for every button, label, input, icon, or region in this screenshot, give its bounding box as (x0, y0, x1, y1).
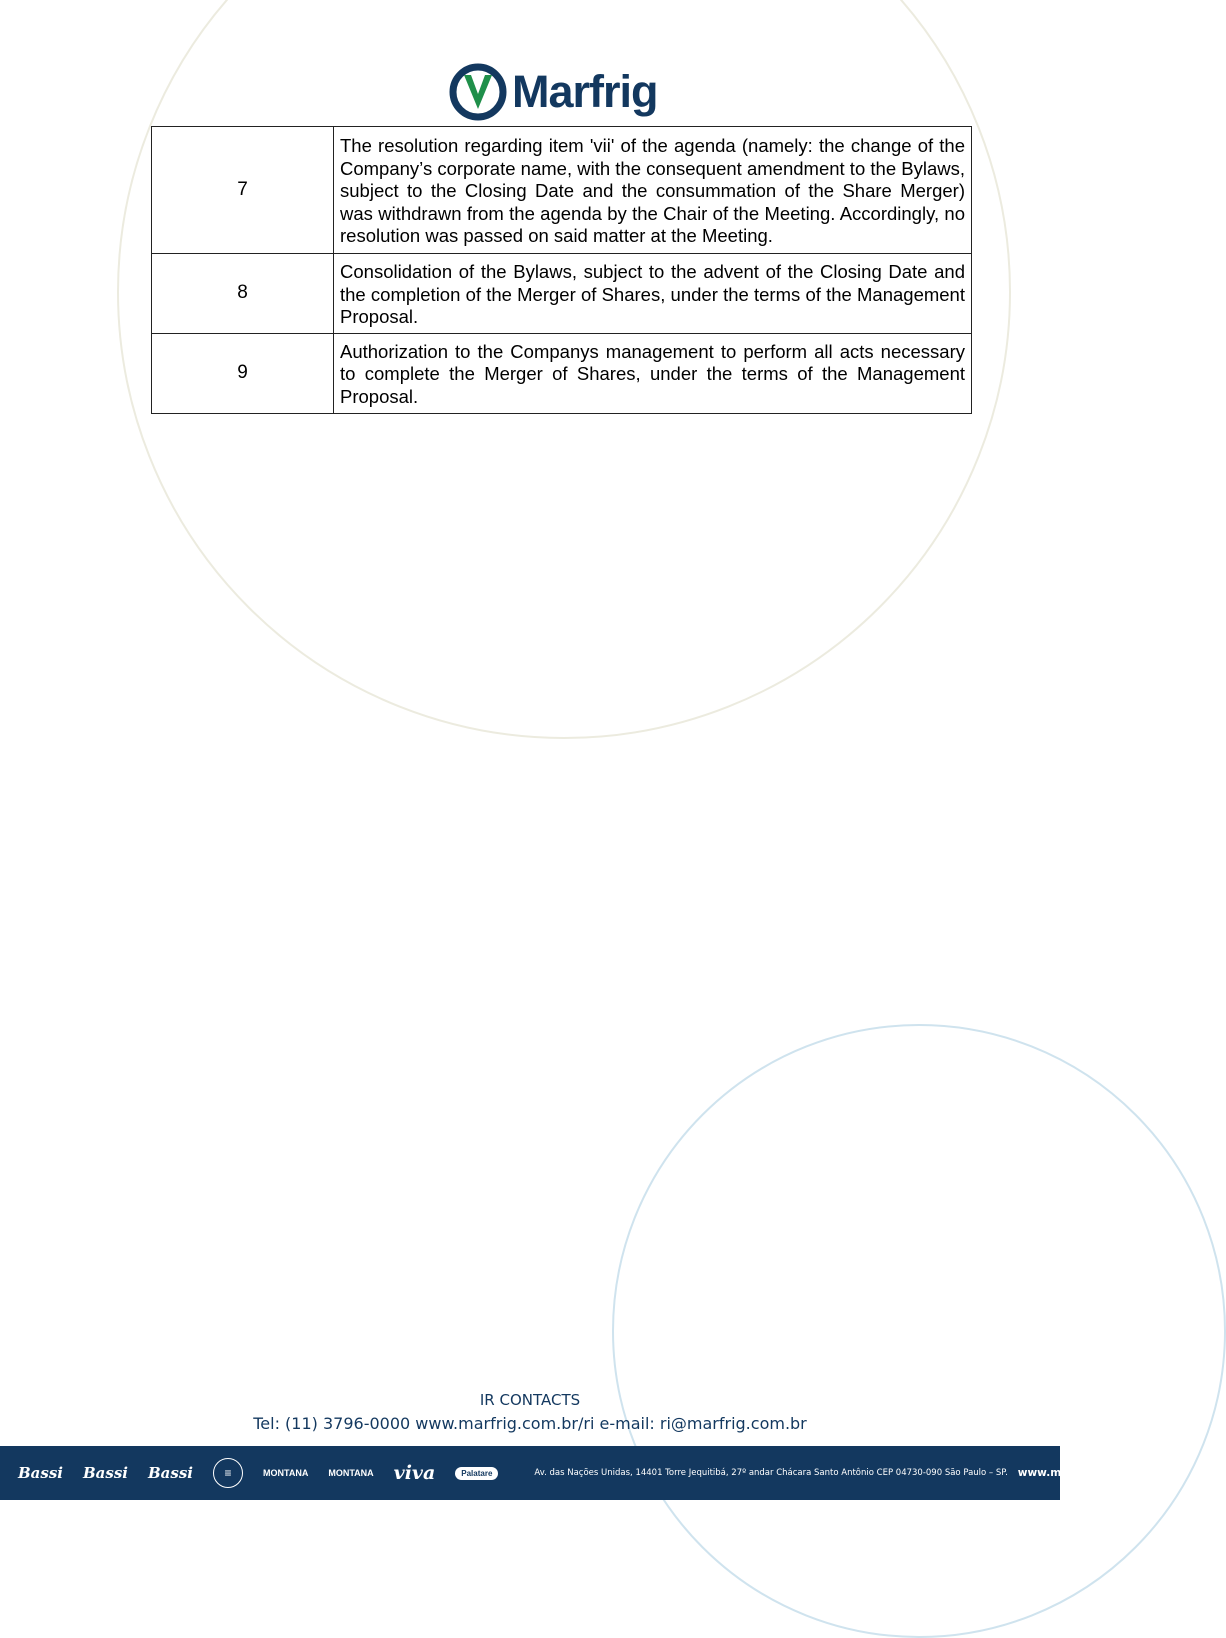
footer-address: Av. das Nações Unidas, 14401 Torre Jequitibá, 27º andar Chácara Santo Antônio CEP 04730-090 São Paulo – SP. (534, 1468, 1008, 1478)
revolution-logo: ≡ (213, 1458, 243, 1488)
bassi-logo: Bassi (148, 1464, 193, 1482)
marfrig-v-icon (448, 61, 508, 121)
item-number: 9 (152, 333, 334, 413)
bassi-logo: Bassi (18, 1464, 63, 1482)
brand-logos (18, 1458, 518, 1488)
montana-steakhouse-logo: MONTANA (263, 1468, 309, 1478)
bassi-angus-logo: Bassi (83, 1464, 128, 1482)
marfrig-logo (448, 58, 658, 124)
table-row (152, 127, 972, 254)
item-text: Authorization to the Companys management to perform all acts necessary to complete the Merger of Shares, under the terms of the Management Proposal. (334, 333, 972, 413)
item-text: Consolidation of the Bylaws, subject to the advent of the Closing Date and the completion of the Merger of Shares, under the terms of the Management Proposal. (334, 254, 972, 334)
footer-website-link[interactable]: www.marfrigbeef.com (1017, 1467, 1149, 1479)
viva-logo: viva (393, 1462, 436, 1484)
footer-bar (0, 1446, 1149, 1500)
item-text: The resolution regarding item 'vii' of the agenda (namely: the change of the Company’s corporate name, with the consequent amendment to the Bylaws, subject to the Closing Date and the consummation of the Share Merger) was withdrawn from the agenda by the Chair of the Meeting. Accordingly, no resolution was passed on said matter at the Meeting. (334, 127, 972, 254)
ir-contacts-line: Tel: (11) 3796-0000 www.marfrig.com.br/ri e-mail: ri@marfrig.com.br (253, 1414, 807, 1433)
montana-logo: MONTANA (328, 1468, 374, 1478)
table-row (152, 333, 972, 413)
decorative-circle-blue (612, 1024, 1226, 1638)
logo-wordmark: Marfrig (512, 65, 658, 117)
item-number: 7 (152, 127, 334, 254)
item-number: 8 (152, 254, 334, 334)
agenda-table (151, 126, 972, 414)
ir-contacts-title: IR CONTACTS (479, 1391, 581, 1409)
palatare-logo: Palatare (455, 1467, 498, 1480)
ir-contacts (0, 1389, 1060, 1437)
table-row (152, 254, 972, 334)
